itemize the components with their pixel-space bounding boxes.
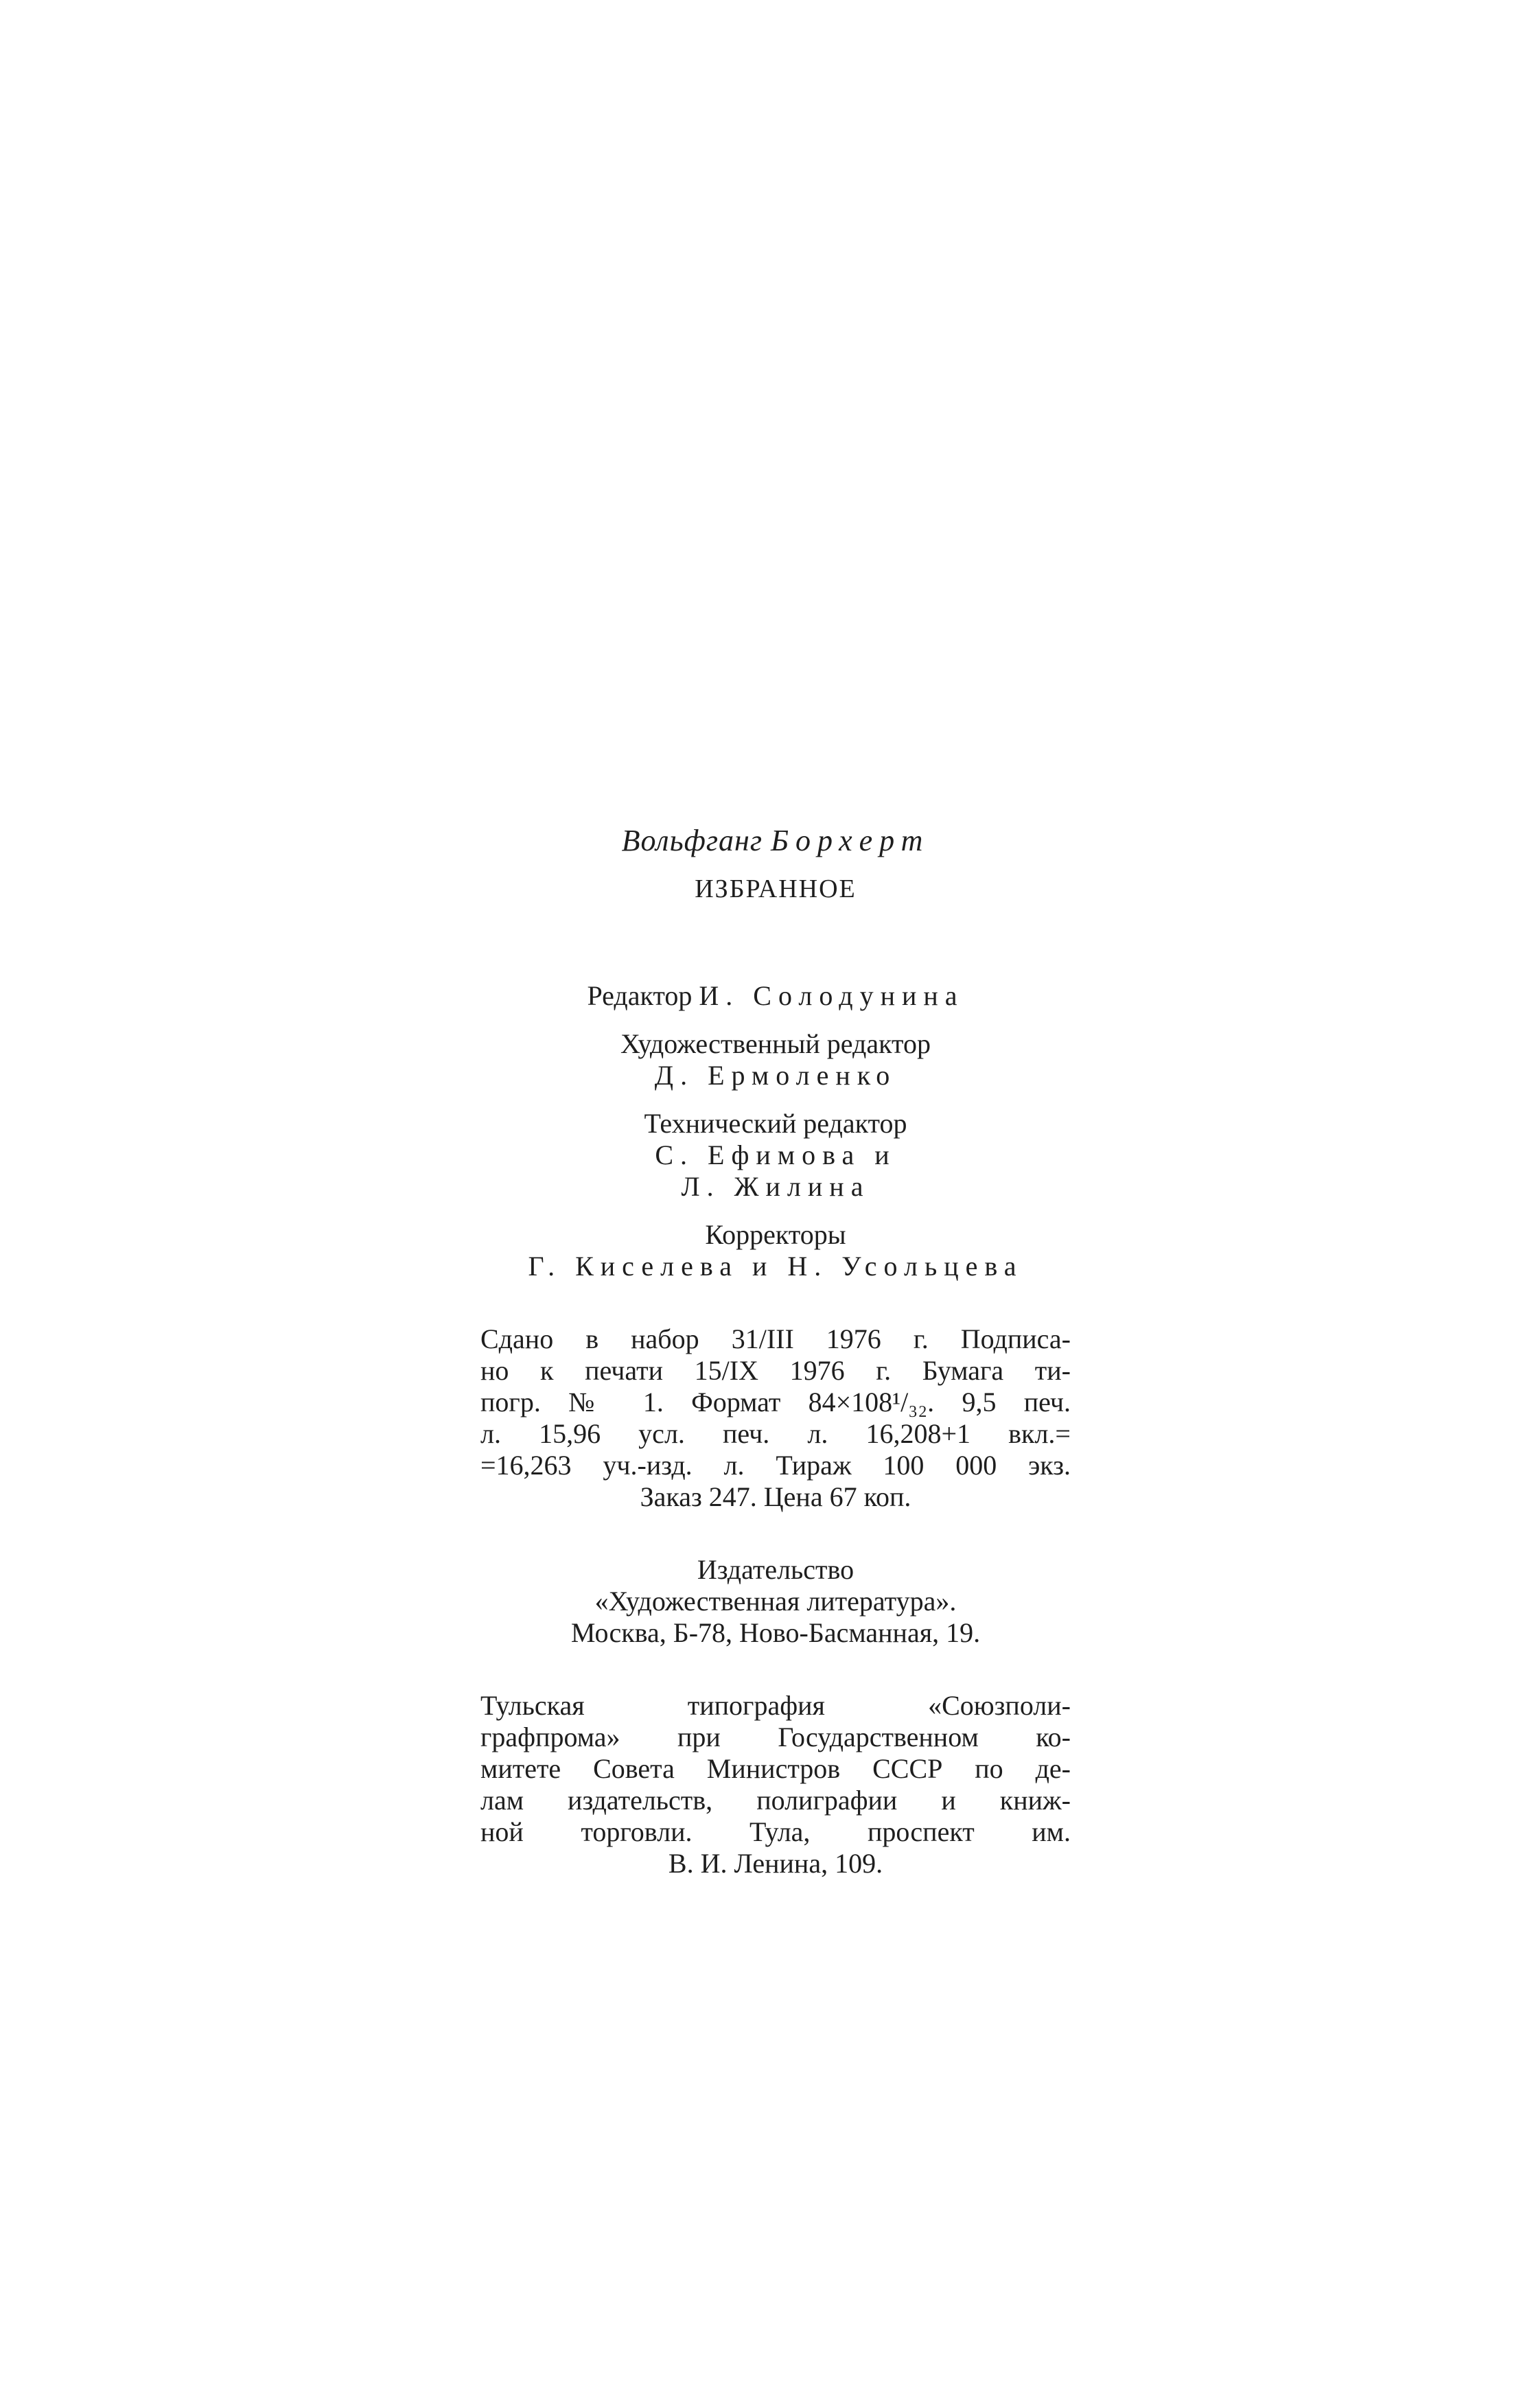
proofreaders-credit bbox=[480, 1219, 1071, 1282]
print-details bbox=[480, 1323, 1071, 1513]
colophon bbox=[480, 824, 1071, 1879]
proofreaders-label: Корректоры bbox=[705, 1219, 846, 1250]
print-detail-line: но к печати 15/IX 1976 г. Бумага ти- bbox=[480, 1355, 1071, 1386]
publisher-line: Москва, Б-78, Ново-Басманная, 19. bbox=[570, 1617, 981, 1648]
print-detail-line: погр. № 1. Формат 84×108¹/₃₂. 9,5 печ. bbox=[480, 1387, 1071, 1417]
art-editor-name: Д. Ермоленко bbox=[654, 1060, 897, 1091]
editor-name: И. Солодунина bbox=[699, 980, 964, 1011]
art-editor-label: Художественный редактор bbox=[620, 1028, 931, 1059]
credits bbox=[480, 980, 1071, 1282]
tech-editor-name-1: С. Ефимова и bbox=[655, 1139, 896, 1170]
printer-line: ной торговли. Тула, проспект им. bbox=[480, 1816, 1071, 1847]
tech-editor-label: Технический редактор bbox=[644, 1108, 907, 1139]
printer-line: графпрома» при Государственном ко- bbox=[480, 1722, 1071, 1752]
book-author bbox=[480, 824, 1071, 858]
tech-editor-credit bbox=[480, 1108, 1071, 1203]
printer-line: Тульская типография «Союзполи- bbox=[480, 1690, 1071, 1721]
print-detail-line: =16,263 уч.-изд. л. Тираж 100 000 экз. bbox=[480, 1450, 1071, 1481]
editor-credit bbox=[480, 980, 1071, 1012]
print-detail-line: Сдано в набор 31/III 1976 г. Подписа- bbox=[480, 1323, 1071, 1354]
printer-line: митете Совета Министров СССР по де- bbox=[480, 1753, 1071, 1784]
printer-line: В. И. Ленина, 109. bbox=[668, 1848, 883, 1879]
print-detail-line: л. 15,96 усл. печ. л. 16,208+1 вкл.= bbox=[480, 1418, 1071, 1449]
author-first-name: Вольфганг bbox=[621, 824, 763, 857]
publisher-line: «Художественная литература». bbox=[594, 1586, 957, 1617]
printer-info bbox=[480, 1690, 1071, 1879]
tech-editor-name-2: Л. Жилина bbox=[681, 1171, 870, 1202]
publisher-line: Издательство bbox=[697, 1554, 854, 1585]
printer-line: лам издательств, полиграфии и книж- bbox=[480, 1785, 1071, 1816]
proofreaders-names: Г. Киселева и Н. Усольцева bbox=[528, 1251, 1023, 1282]
book-title: ИЗБРАННОЕ bbox=[695, 875, 857, 903]
art-editor-credit bbox=[480, 1028, 1071, 1091]
editor-label: Редактор bbox=[587, 980, 693, 1011]
print-detail-line: Заказ 247. Цена 67 коп. bbox=[640, 1481, 911, 1512]
publisher-info bbox=[480, 1554, 1071, 1649]
author-last-name: Борхерт bbox=[771, 824, 930, 857]
